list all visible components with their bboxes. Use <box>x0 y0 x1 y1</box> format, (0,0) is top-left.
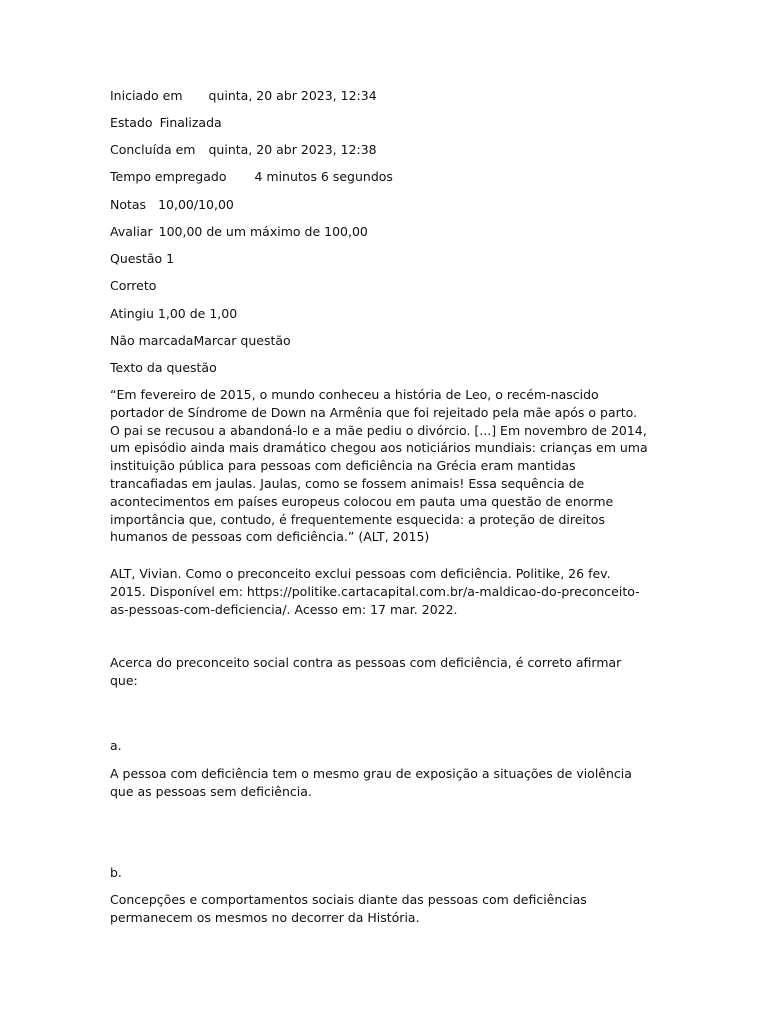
option-a-letter: a. <box>110 738 122 753</box>
started-row <box>110 88 377 104</box>
grade-label: Avaliar <box>110 224 153 239</box>
option-b-letter: b. <box>110 865 122 880</box>
question-text-label: Texto da questão <box>110 360 217 375</box>
option-b-text: Concepções e comportamentos sociais diante das pessoas com deficiências permanecem os mesmos no decorrer da História. <box>110 892 587 925</box>
grade-row <box>110 224 368 240</box>
marks-value: 10,00/10,00 <box>158 197 234 212</box>
started-value: quinta, 20 abr 2023, 12:34 <box>208 88 377 103</box>
completed-value: quinta, 20 abr 2023, 12:38 <box>208 142 377 157</box>
time-row <box>110 169 393 185</box>
completed-row <box>110 142 377 158</box>
question-flag: Não marcadaMarcar questão <box>110 333 291 348</box>
question-number: Questão 1 <box>110 251 175 266</box>
time-label: Tempo empregado <box>110 169 227 184</box>
marks-label: Notas <box>110 197 147 212</box>
completed-label: Concluída em <box>110 142 196 157</box>
option-a-text: A pessoa com deficiência tem o mesmo grau de exposição a situações de violência que as pessoas sem deficiência. <box>110 766 632 799</box>
state-value: Finalizada <box>159 115 222 130</box>
started-label: Iniciado em <box>110 88 183 103</box>
question-reference: ALT, Vivian. Como o preconceito exclui pessoas com deficiência. Politike, 26 fev. 2015. Disponível em: https://politike.cartacapital.com.br/a-maldicao-do-preconceito-as-pessoas-com-deficiencia/. Acesso em: 17 mar. 2022. <box>110 566 640 617</box>
state-row <box>110 115 222 131</box>
question-quote: “Em fevereiro de 2015, o mundo conheceu a história de Leo, o recém-nascido portador de Síndrome de Down na Armênia que foi rejeitado pela mãe após o parto. O pai se recusou a abandoná-lo e a mãe pediu o divórcio. [...] Em novembro de 2014, um episódio ainda mais dramático chegou aos noticiários mundiais: crianças em uma instituição pública para pessoas com deficiência na Grécia eram mantidas trancafiadas em jaulas. Jaulas, como se fossem animais! Essa sequência de acontecimentos em países europeus colocou em pauta uma questão de enorme importância que, contudo, é frequentemente esquecida: a proteção de direitos humanos de pessoas com deficiência.” (ALT, 2015) <box>110 387 648 545</box>
question-prompt: Acerca do preconceito social contra as pessoas com deficiência, é correto afirmar que: <box>110 655 622 688</box>
grade-value: 100,00 de um máximo de 100,00 <box>158 224 368 239</box>
question-score: Atingiu 1,00 de 1,00 <box>110 306 238 321</box>
time-value: 4 minutos 6 segundos <box>254 169 393 184</box>
state-label: Estado <box>110 115 153 130</box>
marks-row <box>110 197 234 213</box>
question-status: Correto <box>110 278 157 293</box>
